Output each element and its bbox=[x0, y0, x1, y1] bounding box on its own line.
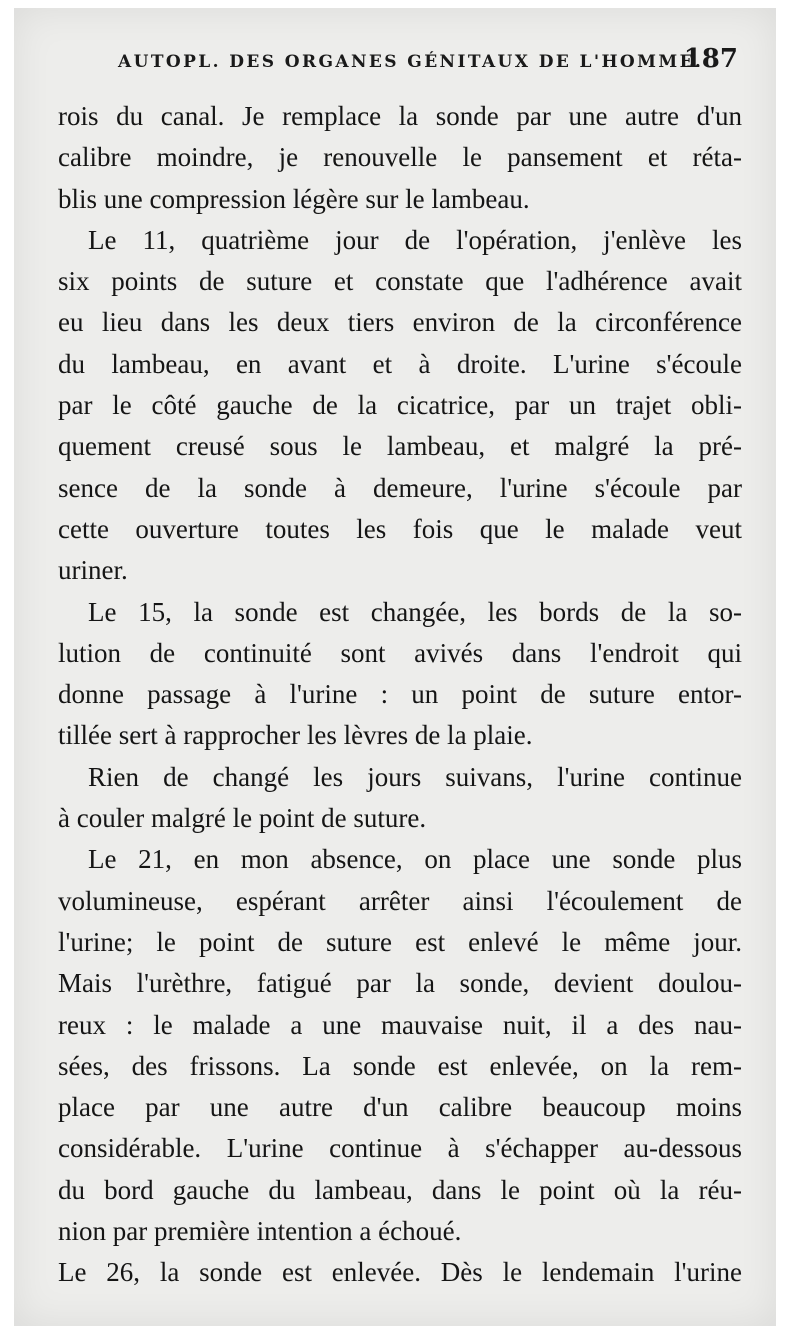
text-line: place par une autre d'un calibre beaucoup moins bbox=[58, 1092, 742, 1123]
text-line: du bord gauche du lambeau, dans le point où la réu- bbox=[58, 1174, 742, 1205]
text-line: eu lieu dans les deux tiers environ de la circonférence bbox=[58, 307, 742, 338]
text-line: uriner. bbox=[58, 555, 128, 586]
text-line: Mais l'urèthre, fatigué par la sonde, devient doulou- bbox=[58, 968, 742, 999]
page-number: 187 bbox=[683, 44, 738, 74]
text-line: blis une compression légère sur le lambeau. bbox=[58, 183, 530, 214]
scan-margin bbox=[776, 0, 800, 1330]
text-line: lution de continuité sont avivés dans l'endroit qui bbox=[58, 637, 742, 668]
text-line: volumineuse, espérant arrêter ainsi l'écoulement de bbox=[58, 885, 742, 916]
text-line: par le côté gauche de la cicatrice, par un trajet obli- bbox=[58, 390, 742, 421]
text-line: sence de la sonde à demeure, l'urine s'écoule par bbox=[58, 472, 742, 503]
text-line: l'urine; le point de suture est enlevé le même jour. bbox=[58, 926, 742, 957]
running-head bbox=[118, 44, 738, 80]
text-line: quement creusé sous le lambeau, et malgré la pré- bbox=[58, 431, 742, 462]
text-line: six points de suture et constate que l'adhérence avait bbox=[58, 266, 742, 297]
text-line: rois du canal. Je remplace la sonde par une autre d'un bbox=[58, 101, 742, 131]
text-line: sées, des frissons. La sonde est enlevée, on la rem- bbox=[58, 1050, 742, 1081]
text-line: cette ouverture toutes les fois que le malade veut bbox=[58, 513, 742, 544]
text-line: Le 15, la sonde est changée, les bords de la so- bbox=[88, 596, 742, 627]
text-line: Rien de changé les jours suivans, l'urine continue bbox=[88, 761, 742, 792]
text-line: Le 21, en mon absence, on place une sonde plus bbox=[88, 844, 742, 875]
text-line: considérable. L'urine continue à s'échapper au-dessous bbox=[58, 1133, 742, 1164]
text-line: Le 26, la sonde est enlevée. Dès le lendemain l'urine bbox=[58, 1257, 742, 1288]
body-text bbox=[58, 96, 742, 1294]
text-line: donne passage à l'urine : un point de suture entor- bbox=[58, 679, 742, 710]
text-line: Le 11, quatrième jour de l'opération, j'enlève les bbox=[88, 224, 742, 255]
text-line: nion par première intention a échoué. bbox=[58, 1216, 462, 1247]
text-line: reux : le malade a une mauvaise nuit, il a des nau- bbox=[58, 1009, 742, 1040]
text-line: du lambeau, en avant et à droite. L'urine s'écoule bbox=[58, 348, 742, 379]
running-title: AUTOPL. DES ORGANES GÉNITAUX DE L'HOMME. bbox=[118, 52, 704, 72]
text-line: à couler malgré le point de suture. bbox=[58, 803, 427, 834]
text-line: tillée sert à rapprocher les lèvres de la plaie. bbox=[58, 720, 533, 751]
text-line: calibre moindre, je renouvelle le pansement et réta- bbox=[58, 142, 742, 173]
